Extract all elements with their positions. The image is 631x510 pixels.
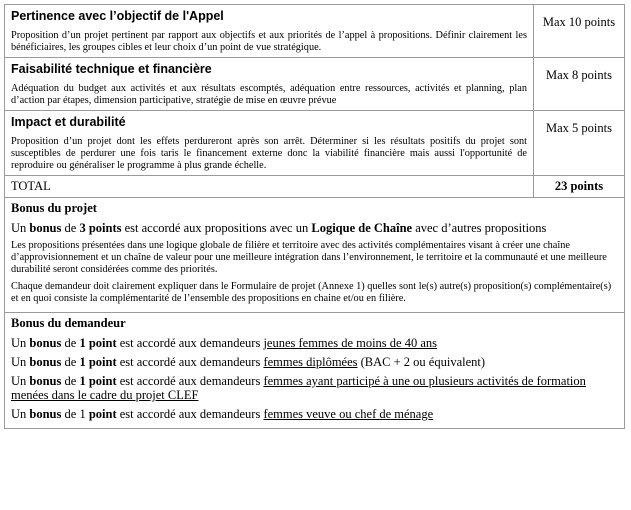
- text-run: de: [61, 336, 80, 350]
- criterion-cell: [5, 58, 534, 111]
- text-run: Un: [11, 221, 30, 235]
- criterion-points: Max 5 points: [534, 111, 625, 176]
- criterion-points: Max 8 points: [534, 58, 625, 111]
- bonus-projet-paragraph: Chaque demandeur doit clairement expliquer dans le Formulaire de projet (Annexe 1) quelles sont le(s) autre(s) proposition(s) complémentaire(s) et en quoi consiste la complémentarité de l’ensemble des propositions en chaine et/ou en filière.: [11, 281, 612, 304]
- evaluation-grid: [4, 4, 624, 429]
- total-label: TOTAL: [5, 176, 534, 198]
- text-run-bold: 1 point: [79, 374, 117, 388]
- bonus-demandeur-item: [11, 374, 618, 402]
- criterion-row: [5, 58, 625, 111]
- text-run-bold: 1 point: [79, 336, 117, 350]
- criterion-cell: [5, 5, 534, 58]
- text-run-bold: bonus: [29, 374, 62, 388]
- text-run-bold: bonus: [29, 355, 62, 369]
- bonus-demandeur-cell: [5, 313, 625, 429]
- text-run: est accordé aux propositions avec un: [121, 221, 312, 235]
- text-run: de: [61, 221, 80, 235]
- bonus-demandeur-item: [11, 355, 618, 369]
- text-run-bold: 3 points: [79, 221, 122, 235]
- bonus-projet-cell: [5, 198, 625, 313]
- criterion-title: Pertinence avec l’objectif de l'Appel: [11, 9, 224, 23]
- bonus-projet-row: [5, 198, 625, 313]
- text-run: est accordé aux demandeurs: [116, 336, 264, 350]
- total-row: [5, 176, 625, 198]
- text-run: de: [61, 374, 80, 388]
- text-run: Un: [11, 336, 30, 350]
- text-run: Un: [11, 355, 30, 369]
- text-run-underlined: jeunes femmes de moins de 40 ans: [263, 336, 438, 350]
- criterion-title: Faisabilité technique et financière: [11, 62, 212, 76]
- criterion-description: Proposition d’un projet dont les effets perdureront après son arrêt. Déterminer si les résultats positifs du projet sont susceptibles de perdurer une fois taris le financement externe donc la viabilité financière mais aussi l'opportunité de reproduire ou généraliser le programme à plus grande échelle.: [11, 136, 527, 171]
- text-run-underlined: femmes diplômées: [263, 355, 358, 369]
- criteria-table: [4, 4, 625, 429]
- bonus-projet-title: Bonus du projet: [11, 201, 97, 215]
- text-run-underlined: femmes ayant participé à une ou plusieurs activités de formation menées dans le cadre du projet CLEF: [11, 374, 586, 402]
- text-run: de: [61, 355, 80, 369]
- text-run: est accordé aux demandeurs: [116, 374, 264, 388]
- criterion-points: Max 10 points: [534, 5, 625, 58]
- criterion-description: Adéquation du budget aux activités et aux résultats escomptés, adéquation entre ressources, activités et planning, plan d’action par étapes, dimension participative, stratégie de mise en œuvre prévue: [11, 83, 527, 106]
- bonus-demandeur-title: Bonus du demandeur: [11, 316, 126, 330]
- criterion-description: Proposition d’un projet pertinent par rapport aux objectifs et aux priorités de l’appel à propositions. Définir clairement les bénéficiaires, les groupes cibles et leur choix d’un point de vue stratégique.: [11, 30, 527, 53]
- text-run-bold: bonus: [29, 407, 62, 421]
- text-run: Un: [11, 407, 30, 421]
- text-run: est accordé aux demandeurs: [116, 407, 264, 421]
- text-run: de 1: [61, 407, 89, 421]
- criterion-title: Impact et durabilité: [11, 115, 126, 129]
- criterion-cell: [5, 111, 534, 176]
- criterion-row: [5, 5, 625, 58]
- text-run: avec d’autres propositions: [412, 221, 547, 235]
- bonus-projet-paragraph: Les propositions présentées dans une logique globale de filière et territoire avec des activités complémentaires visant à créer une chaîne d’approvisionnement et un chaîne de valeur pour une meilleure intégration dans l’environnement, le territoire et la communauté et une meilleure durabilité seront considérées comme des priorités.: [11, 240, 607, 275]
- bonus-demandeur-row: [5, 313, 625, 429]
- text-run: est accordé aux demandeurs: [116, 355, 264, 369]
- bonus-projet-statement: [11, 221, 618, 235]
- text-run-underlined: femmes veuve ou chef de ménage: [263, 407, 434, 421]
- total-points: 23 points: [534, 176, 625, 198]
- text-run-bold: bonus: [29, 336, 62, 350]
- text-run-bold: 1 point: [79, 355, 117, 369]
- text-run: (BAC + 2 ou équivalent): [357, 355, 486, 369]
- criterion-row: [5, 111, 625, 176]
- text-run-bold: point: [88, 407, 117, 421]
- text-run-bold: Logique de Chaîne: [311, 221, 413, 235]
- bonus-demandeur-item: [11, 407, 618, 421]
- text-run: Un: [11, 374, 30, 388]
- text-run-bold: bonus: [29, 221, 62, 235]
- bonus-demandeur-item: [11, 336, 618, 350]
